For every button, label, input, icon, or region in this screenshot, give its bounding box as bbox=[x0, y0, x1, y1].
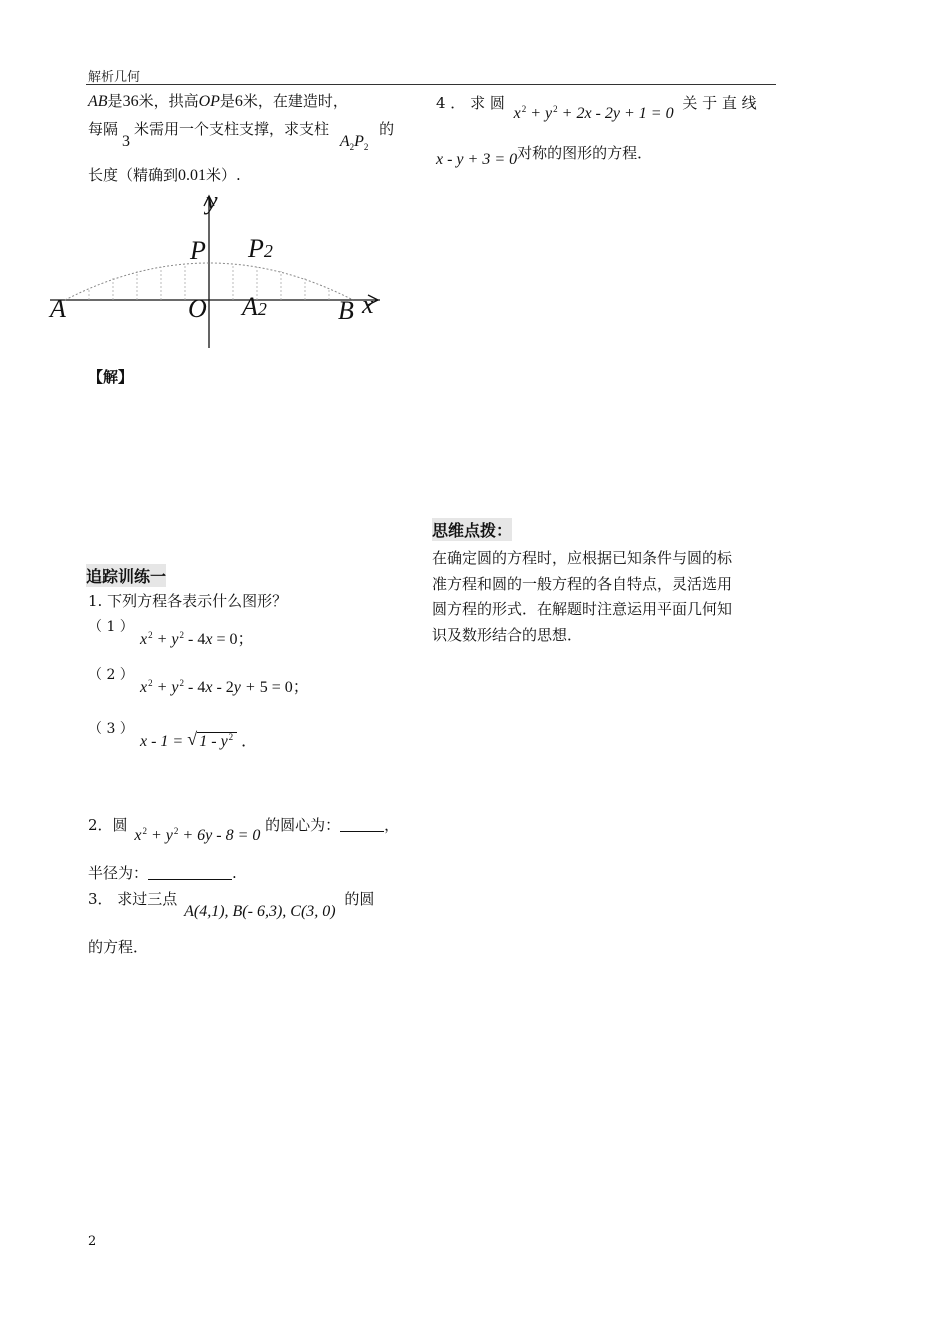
math-a: A bbox=[339, 133, 350, 150]
q4-line-2 bbox=[436, 142, 653, 168]
text: 米）. bbox=[206, 166, 241, 184]
q4-line-eq: x - y + 3 = 0 bbox=[436, 151, 518, 168]
sqrt bbox=[187, 729, 237, 751]
text: 每隔 bbox=[88, 120, 119, 138]
math-6: 6 bbox=[234, 93, 243, 110]
label-a: A bbox=[50, 294, 66, 323]
sub: 2 bbox=[349, 142, 355, 152]
text: 半径为： bbox=[88, 864, 149, 882]
semicolon: ； bbox=[237, 631, 254, 648]
q2-equation: $x^2 + y^2 + 6y - 8 = 0$ bbox=[134, 826, 261, 844]
thinking-line: 准方程和圆的一般方程的各自特点，灵活选用 bbox=[432, 574, 733, 593]
q4-equation: $x^2 + y^2 + 2x - 2y + 1 = 0$ bbox=[513, 104, 674, 122]
text: 关 于 直 线 bbox=[682, 94, 757, 112]
text: 米，在建造时， bbox=[242, 92, 348, 110]
solution-label: 【解】 bbox=[88, 368, 134, 386]
radical-sign: √ bbox=[187, 729, 198, 749]
q1-eq1: $x^2 + y^2 - 4x = 0$； bbox=[140, 630, 254, 648]
eq1-end: = 0 bbox=[216, 631, 238, 648]
math-ab: AB bbox=[88, 93, 108, 110]
problem-line-2 bbox=[88, 118, 395, 152]
text: ， bbox=[384, 816, 400, 834]
q4-line-1 bbox=[436, 92, 757, 122]
label-o: O bbox=[188, 294, 207, 323]
training-q2-radius bbox=[88, 862, 237, 883]
training-q1: 1. 下列方程各表示什么图形？ bbox=[88, 592, 288, 610]
eq2-end: = 0 bbox=[271, 679, 293, 696]
arch-diagram bbox=[40, 190, 400, 355]
blank-radius[interactable] bbox=[148, 865, 232, 880]
header-rule bbox=[86, 84, 776, 85]
label-a2 bbox=[242, 292, 267, 322]
header-title: 解析几何 bbox=[88, 70, 141, 85]
text: 米，拱高 bbox=[138, 92, 199, 110]
math-a2p2 bbox=[340, 133, 369, 150]
label-p2 bbox=[248, 234, 273, 264]
thinking-line: 识及数形结合的思想． bbox=[432, 625, 583, 644]
thinking-body bbox=[432, 546, 778, 648]
part-label: （ 1 ） bbox=[88, 619, 134, 635]
thinking-line: 圆方程的形式．在解题时注意运用平面几何知 bbox=[432, 600, 733, 618]
arch-figure bbox=[40, 186, 400, 355]
training-q2 bbox=[88, 814, 400, 844]
label-p2-sub: 2 bbox=[263, 241, 273, 261]
part-label: （ 3 ） bbox=[88, 721, 134, 737]
radicand: $1 - y^2$ bbox=[197, 732, 237, 750]
label-p: P bbox=[190, 236, 206, 265]
blank-center[interactable] bbox=[340, 817, 384, 832]
label-x: x bbox=[362, 290, 374, 319]
thinking-line: 在确定圆的方程时，应根据已知条件与圆的标 bbox=[432, 549, 733, 567]
problem-line-3 bbox=[88, 164, 241, 185]
training-q3 bbox=[88, 888, 375, 920]
q2-number: 2．圆 bbox=[88, 816, 128, 834]
q2-eq: + 6y - 8 = 0 bbox=[182, 827, 261, 844]
label-a2-main: A bbox=[242, 292, 258, 321]
text: . bbox=[232, 864, 237, 882]
q1-part2 bbox=[88, 664, 134, 684]
text: 对称的图形的方程． bbox=[517, 144, 653, 162]
text: 的 bbox=[379, 120, 395, 138]
math-precision: 0.01 bbox=[178, 167, 207, 184]
q1-part1 bbox=[88, 616, 134, 636]
sub: 2 bbox=[363, 142, 369, 152]
math-36: 36 bbox=[122, 93, 139, 110]
q1-eq2: $x^2 + y^2 - 4x - 2y + 5 = 0$； bbox=[140, 678, 309, 696]
label-y: y bbox=[206, 186, 218, 215]
semicolon: ； bbox=[292, 679, 309, 696]
training-q3-end: 的方程． bbox=[88, 938, 149, 956]
thinking-title: 思维点拨： bbox=[432, 518, 512, 541]
radicand-text: 1 - y bbox=[199, 733, 228, 750]
text: 米需用一个支柱支撑，求支柱 bbox=[134, 120, 330, 138]
text: 4 ． 求 圆 bbox=[436, 94, 505, 112]
q3-points: A(4,1), B(- 6,3), C(3, 0) bbox=[184, 903, 336, 920]
part-label: （ 2 ） bbox=[88, 667, 134, 683]
label-p2-main: P bbox=[248, 234, 264, 263]
label-b: B bbox=[338, 296, 354, 325]
text: 长度（精确到 bbox=[88, 166, 179, 184]
training-title: 追踪训练一 bbox=[86, 564, 166, 587]
q4-eq-tail: + 2x - 2y + 1 = 0 bbox=[561, 105, 674, 122]
q1-part3 bbox=[88, 718, 134, 738]
text: 的圆 bbox=[344, 890, 375, 908]
period: ． bbox=[241, 733, 258, 750]
math-op: OP bbox=[198, 93, 220, 110]
q1-eq3 bbox=[140, 728, 257, 751]
eq3-lhs: x - 1 = bbox=[140, 733, 184, 750]
math-3: 3 bbox=[122, 133, 131, 150]
problem-line-1 bbox=[88, 90, 348, 111]
page-number: 2 bbox=[88, 1234, 97, 1249]
q3-number: 3． 求过三点 bbox=[88, 890, 178, 908]
math-p: P bbox=[354, 133, 364, 150]
text: 是 bbox=[219, 92, 235, 110]
text: 的圆心为： bbox=[265, 816, 341, 834]
label-a2-sub: 2 bbox=[257, 299, 267, 319]
text: 是 bbox=[107, 92, 123, 110]
